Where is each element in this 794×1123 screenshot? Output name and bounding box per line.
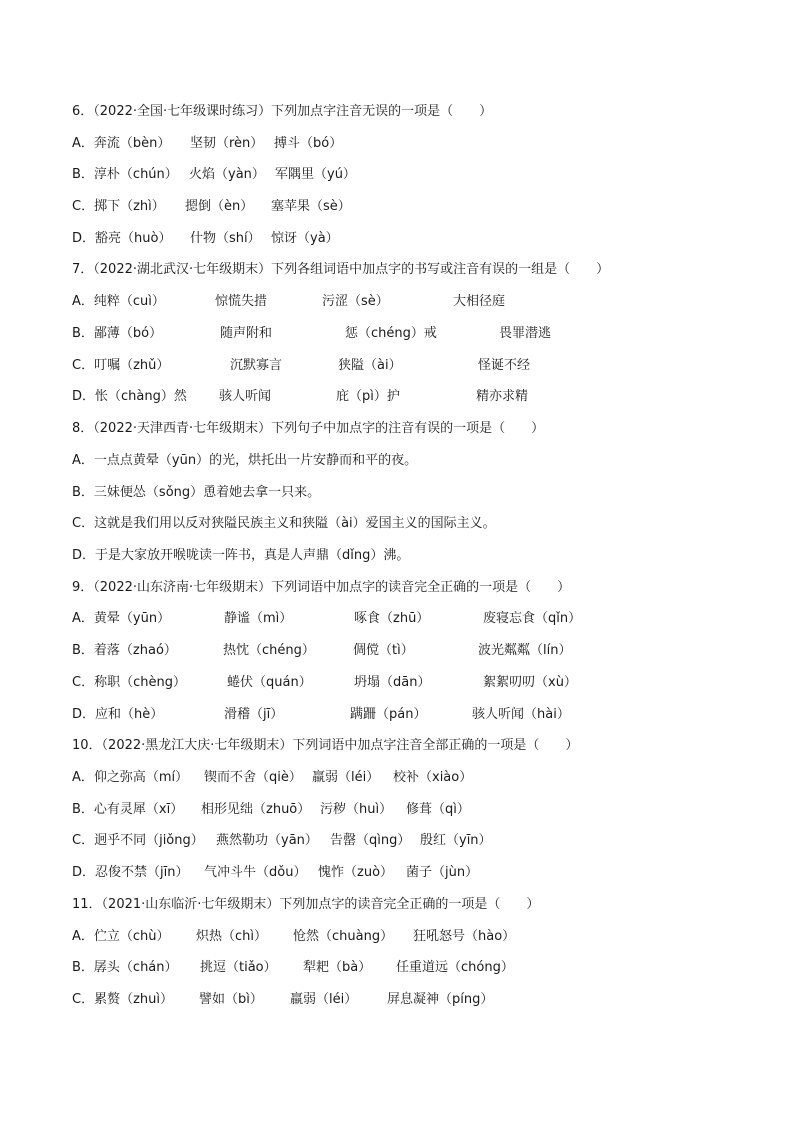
option-item: 倜傥（tì） — [353, 643, 414, 658]
option-item: 狭隘（ài） — [338, 358, 402, 373]
option-item: 相形见绌（zhuō） — [201, 802, 311, 817]
option-item: 波光粼粼（lín） — [478, 643, 572, 658]
option-item: 修葺（qì） — [406, 802, 470, 817]
option-item: 污秽（huì） — [320, 802, 393, 817]
question-8-stem — [0, 417, 794, 441]
question-stem-text: 8．（2022·天津西青·七年级期末）下列句子中加点字的注音有误的一项是（ ） — [72, 421, 545, 436]
question-stem-text: 7．（2022·湖北武汉·七年级期末）下列各组词语中加点字的书写或注音有误的一组是（ ） — [72, 262, 610, 277]
question-11-stem — [0, 893, 794, 917]
question-8-option-c — [0, 512, 794, 536]
option-item: 滑稽（jī） — [224, 707, 284, 722]
question-10-stem — [0, 734, 794, 758]
question-9-option-d — [0, 703, 794, 727]
option-item: 怆然（chuàng） — [293, 929, 394, 944]
question-6-option-c — [0, 195, 794, 219]
question-7-option-d — [0, 385, 794, 409]
question-6-option-a — [0, 132, 794, 156]
option-item: 精亦求精 — [476, 389, 529, 404]
question-7-option-c — [0, 354, 794, 378]
option-item: C．掷下（zhì） — [72, 199, 165, 214]
option-item: 沉默寡言 — [230, 358, 283, 373]
option-item: 惩（chéng）戒 — [345, 326, 437, 341]
option-item: 塞苹果（sè） — [271, 199, 351, 214]
option-item: 大相径庭 — [453, 294, 506, 309]
option-item: B．鄙薄（bó） — [72, 326, 163, 341]
option-item: 军隅里（yú） — [275, 167, 356, 182]
question-8-option-a — [0, 449, 794, 473]
option-item: 犁耙（bà） — [303, 960, 372, 975]
option-item: A．仰之弥高（mí） — [72, 770, 189, 785]
option-item: 燕然勒功（yān） — [216, 833, 318, 848]
option-item: C．迥乎不同（jiǒng） — [72, 833, 204, 848]
question-9-option-c — [0, 671, 794, 695]
option-item: 骇人听闻 — [219, 389, 272, 404]
option-item: C．叮嘱（zhǔ） — [72, 358, 170, 373]
option-item: B．着落（zhaó） — [72, 643, 177, 658]
question-10-option-b — [0, 798, 794, 822]
option-item: 废寝忘食（qǐn） — [483, 611, 582, 626]
option-item: A．一点点黄晕（yūn）的光，烘托出一片安静而和平的夜。 — [72, 453, 418, 468]
option-item: C．这就是我们用以反对狭隘民族主义和狭隘（ài）爱国主义的国际主义。 — [72, 516, 496, 531]
option-item: 惊慌失措 — [215, 294, 268, 309]
option-item: 校补（xiào） — [393, 770, 473, 785]
option-item: 锲而不舍（qiè） — [204, 770, 302, 785]
question-8-option-d — [0, 544, 794, 568]
option-item: 坍塌（dān） — [354, 675, 431, 690]
option-item: 蜷伏（quán） — [227, 675, 312, 690]
option-item: C．累赘（zhuì） — [72, 992, 173, 1007]
question-7-option-b — [0, 322, 794, 346]
option-item: 热忱（chéng） — [223, 643, 315, 658]
option-item: 愧怍（zuò） — [318, 865, 394, 880]
question-11-option-a — [0, 925, 794, 949]
option-item: 炽热（chì） — [196, 929, 267, 944]
option-item: 惊讶（yà） — [271, 231, 339, 246]
question-stem-text: 10．（2022·黑龙江大庆·七年级期末）下列词语中加点字注音全部正确的一项是（ ） — [72, 738, 579, 753]
option-item: 坚韧（rèn） — [190, 136, 264, 151]
option-item: 什物（shí） — [190, 231, 261, 246]
option-item: 污涩（sè） — [322, 294, 389, 309]
option-item: D．忍俊不禁（jīn） — [72, 865, 189, 880]
option-item: 挑逗（tiǎo） — [200, 960, 277, 975]
option-item: 羸弱（léi） — [312, 770, 380, 785]
option-item: D．应和（hè） — [72, 707, 164, 722]
question-9-option-b — [0, 639, 794, 663]
question-stem-text: 6．（2022·全国·七年级课时练习）下列加点字注音无误的一项是（ ） — [72, 104, 493, 119]
question-9-option-a — [0, 607, 794, 631]
question-stem-text: 11．（2021·山东临沂·七年级期末）下列加点字的读音完全正确的一项是（ ） — [72, 897, 540, 912]
question-8-option-b — [0, 481, 794, 505]
option-item: 啄食（zhū） — [354, 611, 430, 626]
option-item: 屏息凝神（píng） — [387, 992, 494, 1007]
option-item: 怪诞不经 — [478, 358, 531, 373]
option-item: 告罄（qìng） — [330, 833, 411, 848]
option-item: A．奔流（bèn） — [72, 136, 171, 151]
option-item: 狂吼怒号（hào） — [413, 929, 516, 944]
question-11-option-b — [0, 956, 794, 980]
option-item: D．豁亮（huò） — [72, 231, 172, 246]
question-6-option-d — [0, 227, 794, 251]
option-item: D．于是大家放开喉咙读一阵书，真是人声鼎（dǐng）沸。 — [72, 548, 410, 563]
question-6-stem — [0, 100, 794, 124]
option-item: A．纯粹（cuì） — [72, 294, 165, 309]
question-stem-text: 9．（2022·山东济南·七年级期末）下列词语中加点字的读音完全正确的一项是（ ） — [72, 580, 571, 595]
option-item: 气冲斗牛（dǒu） — [204, 865, 307, 880]
option-item: C．称职（chèng） — [72, 675, 186, 690]
option-item: 搏斗（bó） — [274, 136, 343, 151]
question-10-option-c — [0, 829, 794, 853]
option-item: A．伫立（chù） — [72, 929, 170, 944]
option-item: A．黄晕（yūn） — [72, 611, 171, 626]
option-item: B．三妹便怂（sǒng）恿着她去拿一只来。 — [72, 485, 321, 500]
option-item: 畏罪潜逃 — [499, 326, 552, 341]
option-item: 絮絮叨叨（xù） — [483, 675, 577, 690]
option-item: 摁倒（èn） — [185, 199, 254, 214]
option-item: 静谧（mì） — [224, 611, 293, 626]
option-item: B．心有灵犀（xī） — [72, 802, 184, 817]
option-item: 菌子（jùn） — [406, 865, 479, 880]
option-item: 殷红（yīn） — [420, 833, 492, 848]
option-item: 蹒跚（pán） — [350, 707, 427, 722]
question-10-option-d — [0, 861, 794, 885]
option-item: B．孱头（chán） — [72, 960, 178, 975]
question-7-option-a — [0, 290, 794, 314]
option-item: B．淳朴（chún） — [72, 167, 178, 182]
question-6-option-b — [0, 163, 794, 187]
option-item: 譬如（bì） — [199, 992, 263, 1007]
question-7-stem — [0, 258, 794, 282]
option-item: 任重道远（chóng） — [396, 960, 514, 975]
option-item: 火焰（yàn） — [189, 167, 265, 182]
question-10-option-a — [0, 766, 794, 790]
option-item: 羸弱（léi） — [290, 992, 358, 1007]
option-item: 骇人听闻（hài） — [472, 707, 570, 722]
option-item: 随声附和 — [220, 326, 273, 341]
question-9-stem — [0, 576, 794, 600]
option-item: 庇（pì）护 — [336, 389, 400, 404]
question-11-option-c — [0, 988, 794, 1012]
option-item: D．怅（chàng）然 — [72, 389, 187, 404]
